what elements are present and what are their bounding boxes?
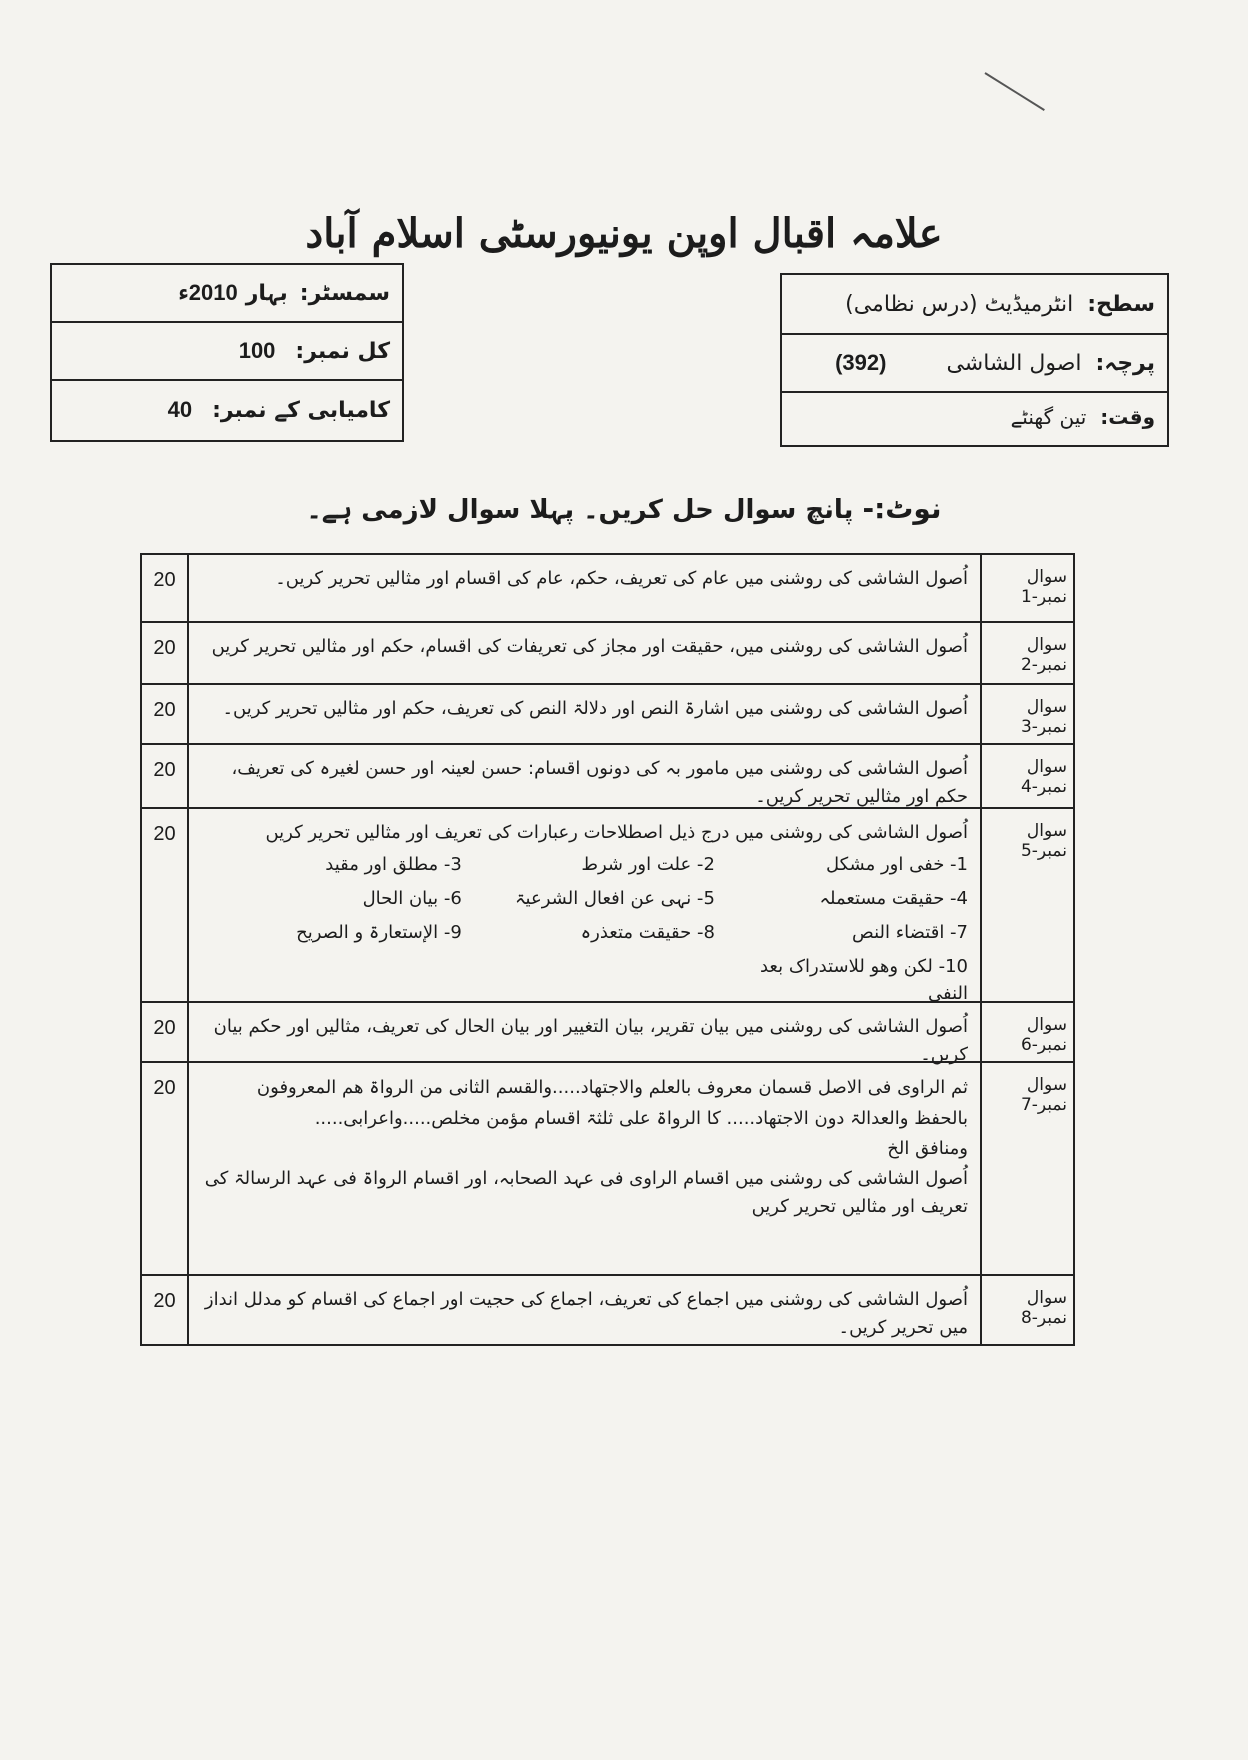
pass-marks-row (52, 381, 402, 439)
question-text: اُصول الشاشی کی روشنی میں اجماع کی تعریف، اجماع کی حجیت اور اجماع کی اقسام کو مدلل انداز میں تحریر کریں۔ (204, 1289, 968, 1338)
total-marks-label: کل نمبر: (295, 338, 390, 364)
terms-list (201, 851, 968, 1014)
question-text: اُصول الشاشی کی روشنی میں عام کی تعریف، حکم، عام کی اقسام اور مثالیں تحریر کریں۔ (275, 568, 968, 589)
question-text (189, 1063, 980, 1274)
question-text: اُصول الشاشی کی روشنی میں بیان تقریر، بیان التغییر اور بیان الحال کی تعریف، مثالیں اور حکم بیان کریں۔ (213, 1016, 968, 1065)
arabic-passage-line: ثم الراوی فی الاصل قسمان معروف بالعلم والاجتهاد.....والقسم الثانی من الرواۃ هم المعروفون (256, 1077, 968, 1098)
instruction-note (0, 492, 1248, 525)
university-title: علامہ اقبال اوپن یونیورسٹی اسلام آباد (305, 210, 943, 257)
question-marks: 20 (142, 809, 189, 1001)
question-text: اُصول الشاشی کی روشنی میں اشارۃ النص اور دلالۃ النص کی تعریف، حکم اور مثالیں تحریر کریں۔ (222, 698, 968, 719)
question-marks: 20 (142, 1003, 189, 1061)
question-number: سوال نمبر-6 (980, 1003, 1073, 1061)
paper-value: اصول الشاشی (946, 350, 1082, 376)
question-number: سوال نمبر-8 (980, 1276, 1073, 1344)
arabic-passage-line: ومنافق الخ (887, 1138, 968, 1160)
question-row (142, 809, 1073, 1003)
semester-row (52, 265, 402, 323)
term-item: 2- علت اور شرط (581, 853, 715, 875)
question-text: اُصول الشاشی کی روشنی میں مامور بہ کی دونوں اقسام: حسن لعینہ اور حسن لغیرہ کی تعریف، حکم اور مثالیں تحریر کریں۔ (231, 758, 968, 807)
question-row (142, 685, 1073, 745)
question-row (142, 1276, 1073, 1344)
question-text: اُصول الشاشی کی روشنی میں، حقیقت اور مجاز کی تعریفات کی اقسام، حکم اور مثالیں تحریر کریں (211, 636, 968, 657)
semester-value: بہار (245, 280, 288, 306)
pass-marks-value: 40 (167, 397, 193, 422)
total-marks-row (52, 323, 402, 381)
question-number: سوال نمبر-7 (980, 1063, 1073, 1274)
paper-row (782, 335, 1167, 393)
note-label: نوٹ:- (862, 492, 942, 525)
note-text: پانچ سوال حل کریں۔ پہلا سوال لازمی ہے۔ (306, 495, 854, 525)
total-marks-value: 100 (238, 338, 276, 363)
question-row (142, 623, 1073, 685)
question-number: سوال نمبر-4 (980, 745, 1073, 807)
term-item: 3- مطلق اور مقید (325, 853, 462, 875)
question-prompt: اُصول الشاشی کی روشنی میں درج ذیل اصطلاحات رعبارات کی تعریف اور مثالیں تحریر کریں (265, 822, 968, 843)
question-number: سوال نمبر-1 (980, 555, 1073, 621)
term-item: 8- حقیقت متعذرہ (580, 921, 715, 943)
question-row (142, 555, 1073, 623)
term-item: 10- لکن وھو للاستدراک بعد النفی (759, 955, 968, 1005)
questions-table (140, 553, 1075, 1346)
question-text (189, 809, 980, 1005)
exam-info-box (50, 263, 404, 442)
time-label: وقت: (1100, 405, 1155, 429)
question-row (142, 1003, 1073, 1063)
question-marks: 20 (142, 555, 189, 621)
question-number: سوال نمبر-3 (980, 685, 1073, 743)
paper-code: (392) (835, 350, 887, 375)
level-value: انٹرمیڈیٹ (درس نظامی) (845, 291, 1074, 317)
paper-label: پرچہ: (1095, 350, 1155, 376)
course-info-box (780, 273, 1169, 447)
arabic-passage-line: بالحفظ والعدالۃ دون الاجتهاد..... کا الرواۃ علی ثلثۃ اقسام مؤمن مخلص.....واعرابی..... (314, 1107, 968, 1129)
term-item: 9- الإستعارۃ و الصریح (296, 921, 462, 943)
question-number: سوال نمبر-5 (980, 809, 1073, 1001)
semester-label: سمسٹر: (299, 280, 390, 306)
question-prompt: اُصول الشاشی کی روشنی میں اقسام الراوی فی عہد الصحابہ، اور اقسام الرواۃ فی عہد الرسالۃ کی تعریف اور مثالیں تحریر کریں (204, 1167, 968, 1217)
term-item: 5- نہی عن افعال الشرعیۃ (515, 887, 715, 909)
question-marks: 20 (142, 685, 189, 743)
question-row (142, 1063, 1073, 1276)
term-item: 4- حقیقت مستعملہ (819, 887, 968, 909)
level-row (782, 275, 1167, 335)
question-marks: 20 (142, 623, 189, 683)
question-marks: 20 (142, 1276, 189, 1344)
term-item: 7- اقتضاء النص (852, 921, 968, 943)
level-label: سطح: (1087, 291, 1155, 317)
semester-year: 2010ء (178, 280, 238, 305)
question-marks: 20 (142, 1063, 189, 1274)
scan-mark (984, 72, 1044, 111)
time-value: تین گھنٹے (1010, 405, 1087, 429)
question-number: سوال نمبر-2 (980, 623, 1073, 683)
term-item: 1- خفی اور مشکل (825, 853, 968, 875)
pass-marks-label: کامیابی کے نمبر: (212, 397, 390, 423)
term-item: 6- بیان الحال (362, 887, 462, 909)
question-row (142, 745, 1073, 809)
question-marks: 20 (142, 745, 189, 807)
time-row (782, 393, 1167, 441)
